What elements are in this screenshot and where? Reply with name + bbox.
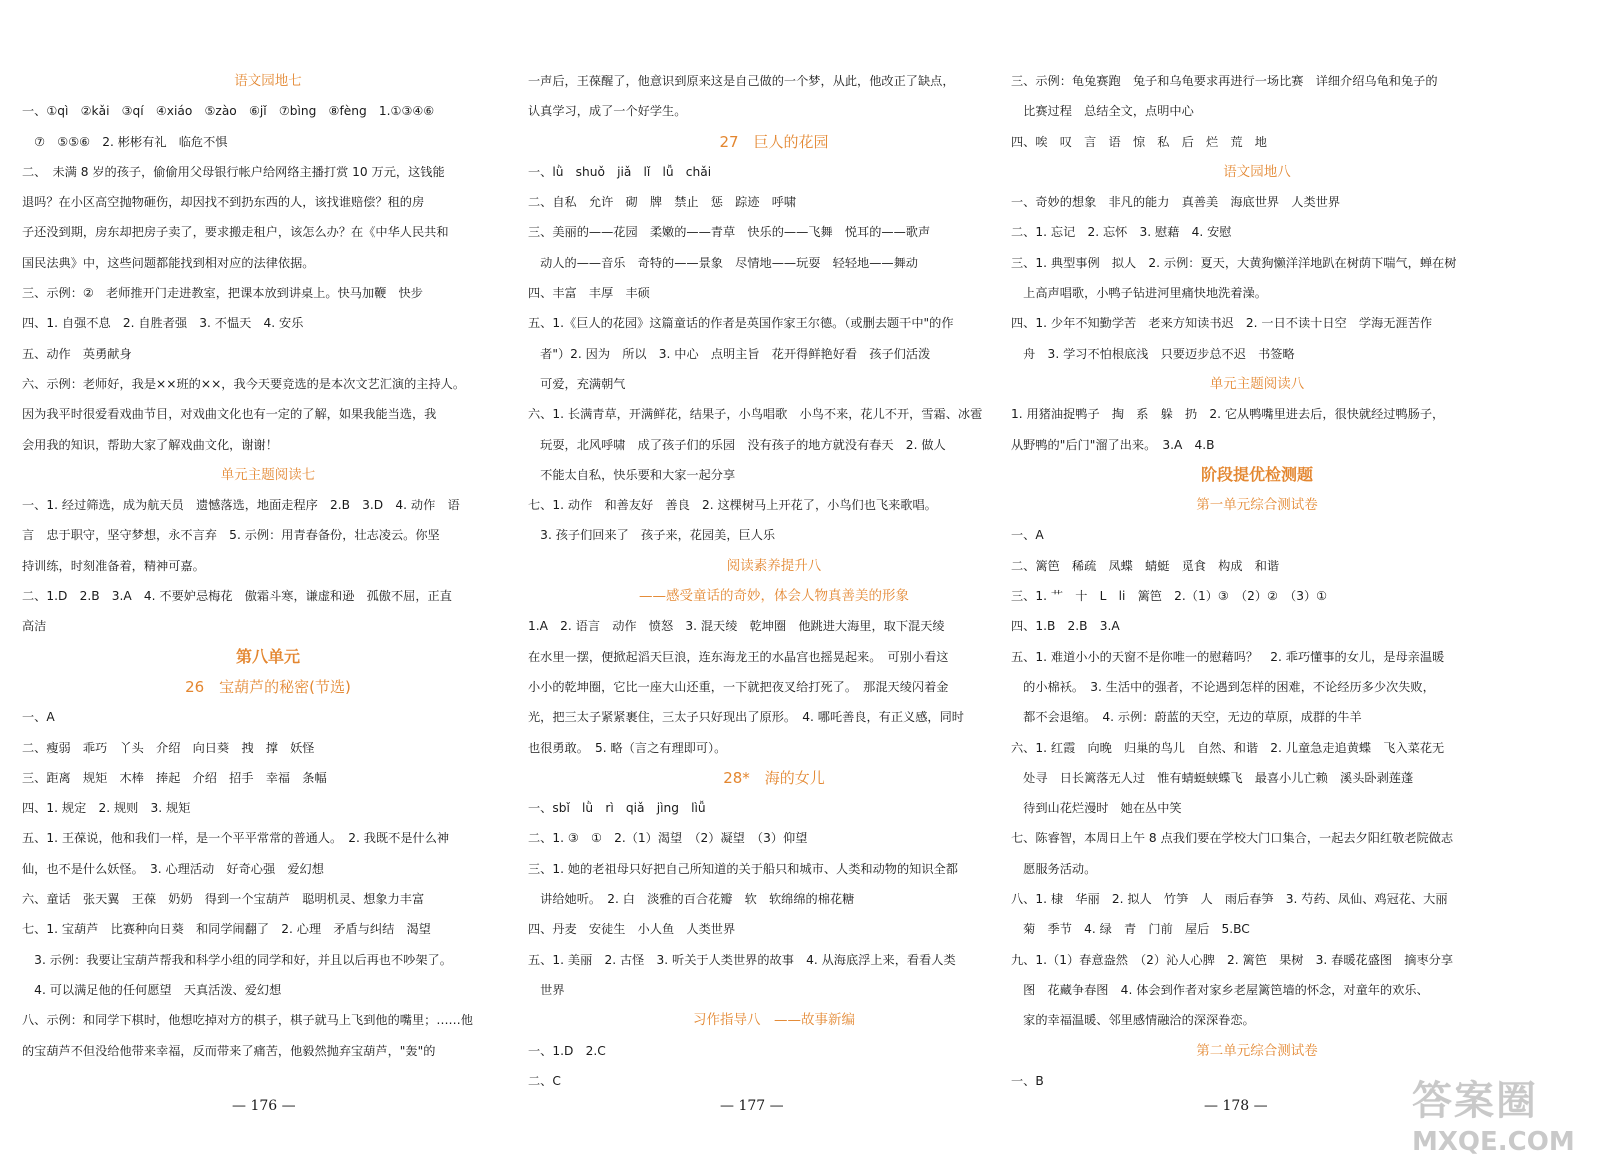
answer-line: 一、A [22, 710, 55, 725]
answer-line: 言 忠于职守，坚守梦想，永不言弃 5. 示例：用青春备份，壮志凌云。你坚 [22, 528, 440, 543]
answer-line: 五、1. 美丽 2. 古怪 3. 听关于人类世界的故事 4. 从海底浮上来，看看人类 [528, 952, 956, 967]
answer-line: 三、1. 她的老祖母只好把自己所知道的关于船只和城市、人类和动物的知识全都 [528, 861, 958, 876]
answer-line: 三、示例：龟兔赛跑 兔子和乌龟要求再进行一场比赛 详细介绍乌龟和兔子的 [1011, 74, 1438, 88]
answer-line: 世界 [528, 982, 565, 997]
answer-line: 不能太自私，快乐要和大家一起分享 [528, 467, 736, 482]
answer-line: 四、1. 规定 2. 规则 3. 规矩 [22, 801, 191, 816]
section-heading: 单元主题阅读八 [1209, 375, 1305, 392]
answer-line: 可爱，充满朝气 [528, 376, 626, 391]
watermark [1412, 1076, 1592, 1170]
answer-line: 一、B [1011, 1073, 1044, 1088]
answer-line: 动人的——音乐 奇特的——景象 尽情地——玩耍 轻轻地——舞动 [528, 255, 918, 270]
answer-line: ⑦ ⑤⑤⑥ 2. 彬彬有礼 临危不惧 [22, 134, 228, 149]
section-heading: 第八单元 [235, 646, 300, 666]
answer-line: 1. 用猪油捉鸭子 掏 系 躲 扔 2. 它从鸭嘴里进去后，很快就经过鸭肠子， [1011, 407, 1445, 422]
answer-line: 在水里一摆，便掀起滔天巨浪，连东海龙王的水晶宫也摇晃起来。 可别小看这 [528, 649, 949, 664]
answer-line: 六、1. 红霞 向晚 归巢的鸟儿 自然、和谐 2. 儿童急走追黄蝶 飞入菜花无 [1011, 740, 1445, 755]
answer-line: 小小的乾坤圈，它比一座大山还重，一下就把夜叉给打死了。 那混天绫闪着金 [528, 679, 949, 694]
answer-line: 3. 示例：我要让宝葫芦帮我和科学小组的同学和好，并且以后再也不吵架了。 [22, 952, 452, 967]
answer-line: 4. 可以满足他的任何愿望 天真活泼、爱幻想 [22, 982, 282, 997]
answer-line: 认真学习，成了一个好学生。 [528, 104, 687, 119]
answer-line: 五、1.《巨人的花园》这篇童话的作者是英国作家王尔德。（或删去题干中"的作 [528, 316, 954, 331]
answer-line: 七、1. 动作 和善友好 善良 2. 这棵树马上开花了，小鸟们也飞来歌唱。 [528, 498, 937, 513]
section-heading: 第二单元综合测试卷 [1196, 1042, 1318, 1059]
answer-line: 国民法典》中，这些问题都能找到相对应的法律依据。 [22, 255, 315, 270]
answer-line: 一、lǜ shuǒ jiǎ lǐ lǚ chǎi [528, 164, 712, 179]
answer-line: 一、①qì ②kǎi ③qí ④xiáo ⑤zào ⑥jǐ ⑦bìng ⑧fèng 1.①③④⑥ [22, 104, 435, 119]
answer-line: 三、1. 艹 十 L li 篱笆 2.（1）③ （2）② （3）① [1011, 589, 1328, 604]
answer-line: 一声后，王葆醒了，他意识到原来这是自己做的一个梦，从此，他改正了缺点， [528, 74, 955, 88]
answer-line: 图 花藏争春图 4. 体会到作者对家乡老屋篱笆墙的怀念，对童年的欢乐、 [1011, 982, 1429, 997]
answer-line: 二、自私 允许 砌 牌 禁止 惩 踪迹 呼啸 [528, 195, 797, 210]
answer-line: 四、丹麦 安徒生 小人鱼 人类世界 [528, 922, 736, 937]
answer-line: 持训练，时刻准备着，精神可嘉。 [22, 558, 205, 573]
answer-line: 二、瘦弱 乖巧 丫头 介绍 向日葵 拽 撑 妖怪 [22, 740, 315, 755]
section-heading: 语文园地八 [1223, 163, 1291, 180]
watermark-url: MXQE.COM [1412, 1127, 1575, 1157]
answer-line: 菊 季节 4. 绿 青 门前 屋后 5.BC [1011, 922, 1250, 937]
answer-line: 四、1.B 2.B 3.A [1011, 619, 1120, 634]
answer-line: 家的幸福温暖、邻里感情融洽的深深眷恋。 [1011, 1013, 1255, 1028]
answer-line: 者"）2. 因为 所以 3. 中心 点明主旨 花开得鲜艳好看 孩子们活泼 [528, 346, 931, 361]
answer-line: 处寻 日长篱落无人过 惟有蜻蜓蛱蝶飞 最喜小儿亡赖 溪头卧剥莲蓬 [1011, 770, 1414, 785]
answer-line: 九、1.（1）春意盎然 （2）沁人心脾 2. 篱笆 果树 3. 春暖花盛图 摘枣分享 [1011, 952, 1454, 967]
answer-line: 的宝葫芦不但没给他带来幸福，反而带来了痛苦，他毅然抛弃宝葫芦，"轰"的 [22, 1043, 436, 1058]
answer-line: 退吗？在小区高空抛物砸伤，却因找不到扔东西的人，该找谁赔偿？租的房 [22, 195, 425, 210]
answer-line: 五、动作 英勇献身 [22, 346, 132, 361]
page-number-177: — 177 — [720, 1098, 784, 1114]
section-heading: 27 巨人的花园 [719, 132, 829, 151]
page-number-178: — 178 — [1204, 1098, 1268, 1114]
answer-line: 光，把三太子紧紧裹住，三太子只好现出了原形。 4. 哪吒善良，有正义感，同时 [528, 710, 964, 725]
answer-line: 三、美丽的——花园 柔嫩的——青草 快乐的——飞舞 悦耳的——歌声 [528, 225, 931, 240]
answer-line: 六、1. 长满青草，开满鲜花，结果子，小鸟唱歌 小鸟不来，花儿不开，雪霜、冰雹 [528, 407, 983, 422]
answer-line: 三、示例：② 老师推开门走进教室，把课本放到讲桌上。快马加鞭 快步 [22, 286, 423, 301]
column-left [22, 66, 514, 1066]
answer-line: 八、示例：和同学下棋时，他想吃掉对方的棋子，棋子就马上飞到他的嘴里；……他 [22, 1013, 473, 1028]
answer-line: 二、 未满 8 岁的孩子，偷偷用父母银行帐户给网络主播打赏 10 万元，这钱能 [22, 164, 445, 179]
section-heading: 第一单元综合测试卷 [1196, 497, 1318, 514]
answer-line: 二、C [528, 1073, 561, 1088]
watermark-logo: 答案圈 [1412, 1078, 1538, 1124]
answer-line: 一、奇妙的想象 非凡的能力 真善美 海底世界 人类世界 [1011, 195, 1341, 210]
answer-line: 二、1. 忘记 2. 忘怀 3. 慰藉 4. 安慰 [1011, 225, 1232, 240]
answer-line: 八、1. 棣 华丽 2. 拟人 竹笋 人 雨后春笋 3. 芍药、凤仙、鸡冠花、大丽 [1011, 892, 1448, 907]
answer-line: 上高声唱歌，小鸭子钻进河里痛快地洗着澡。 [1011, 286, 1267, 301]
answer-line: 七、1. 宝葫芦 比赛种向日葵 和同学闹翻了 2. 心理 矛盾与纠结 渴望 [22, 922, 431, 937]
answer-line: 一、sbǐ lǜ rì qiǎ jìng lìǚ [528, 801, 706, 816]
answer-line: 舟 3. 学习不怕根底浅 只要迈步总不迟 书签略 [1011, 346, 1295, 361]
answer-line: 四、丰富 丰厚 丰硕 [528, 286, 650, 301]
answer-line: 讲给她听。 2. 白 淡雅的百合花瓣 软 软绵绵的棉花糖 [528, 892, 855, 907]
answer-line: 从野鸭的"后门"溜了出来。 3.A 4.B [1011, 437, 1215, 452]
answer-line: 二、1. ③ ① 2.（1）渴望 （2）凝望 （3）仰望 [528, 831, 808, 846]
answer-line: 因为我平时很爱看戏曲节目，对戏曲文化也有一定的了解，如果我能当选，我 [22, 407, 437, 422]
answer-line: 会用我的知识，帮助大家了解戏曲文化，谢谢！ [22, 437, 278, 452]
answer-line: 五、1. 难道小小的天窗不是你唯一的慰藉吗？ 2. 乖巧懂事的女儿，是母亲温暖 [1011, 649, 1445, 664]
answer-line: 一、1.D 2.C [528, 1043, 606, 1058]
answer-line: 四、1. 自强不息 2. 自胜者强 3. 不愠天 4. 安乐 [22, 316, 304, 331]
answer-line: 一、1. 经过筛选，成为航天员 遗憾落选，地面走程序 2.B 3.D 4. 动作 语 [22, 498, 460, 513]
answer-line: 六、示例：老师好，我是××班的××，我今天要竞选的是本次文艺汇演的主持人。 [22, 376, 466, 391]
column-right [1011, 66, 1503, 1096]
answer-line: 都不会退缩。 4. 示例：蔚蓝的天空，无边的草原，成群的牛羊 [1011, 710, 1362, 725]
answer-line: 四、唉 叹 言 语 惊 私 后 烂 荒 地 [1011, 134, 1267, 149]
section-heading: 阅读素养提升八 [726, 557, 822, 574]
section-heading: 阶段提优检测题 [1200, 464, 1313, 484]
answer-line: 子还没到期，房东却把房子卖了，要求搬走租户，该怎么办？在《中华人民共和 [22, 225, 449, 240]
column-middle [528, 66, 1020, 1096]
answer-line: 六、童话 张天翼 王葆 奶奶 得到一个宝葫芦 聪明机灵、想象力丰富 [22, 892, 425, 907]
answer-line: 3. 孩子们回来了 孩子来，花园美，巨人乐 [528, 528, 776, 543]
answer-line: 也很勇敢。 5. 略（言之有理即可）。 [528, 740, 727, 755]
answer-line: 愿服务活动。 [1011, 861, 1097, 876]
section-heading: 28* 海的女儿 [723, 768, 825, 787]
answer-line: 比赛过程 总结全文，点明中心 [1011, 104, 1194, 119]
section-heading: 26 宝葫芦的秘密(节选) [185, 677, 351, 696]
answer-line: 玩耍，北风呼啸 成了孩子们的乐园 没有孩子的地方就没有春天 2. 做人 [528, 437, 946, 452]
answer-line: 二、篱笆 稀疏 凤蝶 蜻蜓 觅食 构成 和谐 [1011, 558, 1280, 573]
answer-line: 四、1. 少年不知勤学苦 老来方知读书迟 2. 一日不读十日空 学海无涯苦作 [1011, 316, 1433, 331]
section-heading: 习作指导八 ——故事新编 [693, 1012, 855, 1029]
answer-line: 三、1. 典型事例 拟人 2. 示例：夏天，大黄狗懒洋洋地趴在树荫下喘气，蝉在树 [1011, 255, 1457, 270]
answer-line: 的小棉袄。 3. 生活中的强者，不论遇到怎样的困难，不论经历多少次失败， [1011, 679, 1435, 694]
section-heading: 单元主题阅读七 [220, 466, 316, 483]
answer-line: 二、1.D 2.B 3.A 4. 不要妒忌梅花 傲霜斗寒，谦虚和逊 孤傲不屈，正直 [22, 589, 452, 604]
section-heading: 语文园地七 [234, 73, 302, 89]
answer-line: 一、A [1011, 528, 1044, 543]
answer-line: 高洁 [22, 619, 47, 634]
section-heading: ——感受童话的奇妙，体会人物真善美的形象 [639, 588, 909, 605]
answer-line: 仙，也不是什么妖怪。 3. 心理活动 好奇心强 爱幻想 [22, 861, 324, 876]
answer-line: 五、1. 王葆说，他和我们一样，是一个平平常常的普通人。 2. 我既不是什么神 [22, 831, 450, 846]
answer-line: 1.A 2. 语言 动作 愤怒 3. 混天绫 乾坤圈 他跳进大海里，取下混天绫 [528, 619, 945, 634]
page-number-176: — 176 — [232, 1098, 296, 1114]
answer-line: 待到山花烂漫时 她在丛中笑 [1011, 801, 1182, 816]
answer-line: 七、陈睿智，本周日上午 8 点我们要在学校大门口集合，一起去夕阳红敬老院做志 [1011, 831, 1454, 846]
answer-line: 三、距离 规矩 木棒 捧起 介绍 招手 幸福 条幅 [22, 770, 327, 785]
